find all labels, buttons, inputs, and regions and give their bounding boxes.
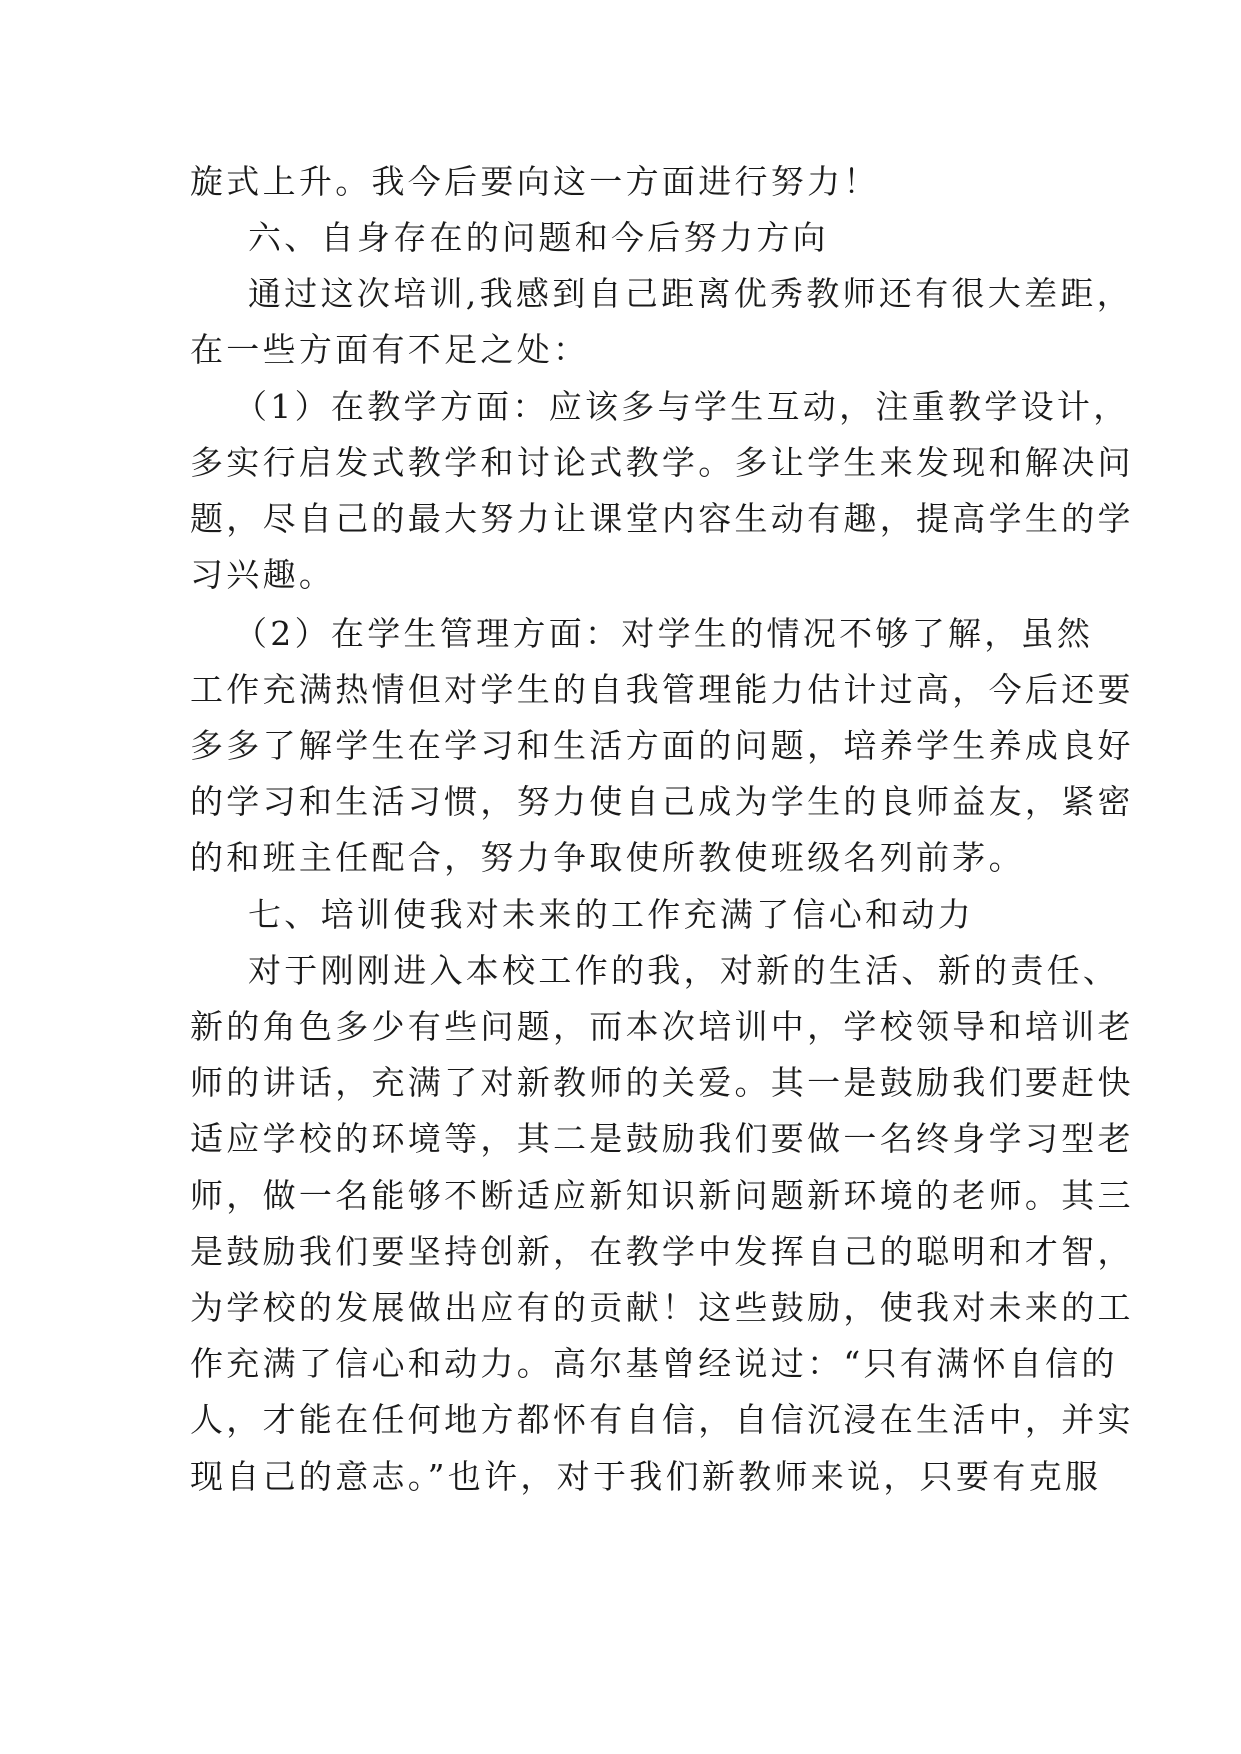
text-line: 现自己的意志。”也许，对于我们新教师来说，只要有克服	[190, 1457, 1102, 1496]
text-line: 多多了解学生在学习和生活方面的问题，培养学生养成良好	[190, 726, 1134, 765]
paragraph-first-line: 对于刚刚进入本校工作的我，对新的生活、新的责任、	[248, 951, 1120, 990]
section-heading: 七、培训使我对未来的工作充满了信心和动力	[248, 895, 974, 934]
text-line: 新的角色多少有些问题，而本次培训中，学校领导和培训老	[190, 1007, 1134, 1046]
text-line: 适应学校的环境等，其二是鼓励我们要做一名终身学习型老	[190, 1119, 1134, 1158]
text-line: 的学习和生活习惯，努力使自己成为学生的良师益友，紧密	[190, 782, 1134, 821]
text-line: 作充满了信心和动力。高尔基曾经说过：“只有满怀自信的	[190, 1344, 1118, 1383]
paragraph-first-line: 通过这次培训,我感到自己距离优秀教师还有很大差距，	[248, 274, 1133, 313]
list-item-first-line: （2）在学生管理方面：对学生的情况不够了解，虽然	[234, 614, 1094, 653]
text-line: 的和班主任配合，努力争取使所教使班级名列前茅。	[190, 838, 1025, 877]
text-line: 为学校的发展做出应有的贡献！这些鼓励，使我对未来的工	[190, 1288, 1134, 1327]
text-line: 题，尽自己的最大努力让课堂内容生动有趣，提高学生的学	[190, 499, 1134, 538]
text-line: 是鼓励我们要坚持创新，在教学中发挥自己的聪明和才智，	[190, 1232, 1134, 1271]
text-line: 工作充满热情但对学生的自我管理能力估计过高，今后还要	[190, 670, 1134, 709]
list-item-first-line: （1）在教学方面：应该多与学生互动，注重教学设计，	[234, 387, 1130, 426]
text-line: 师，做一名能够不断适应新知识新问题新环境的老师。其三	[190, 1176, 1134, 1215]
text-line: 师的讲话，充满了对新教师的关爱。其一是鼓励我们要赶快	[190, 1063, 1134, 1102]
text-line: 习兴趣。	[190, 555, 336, 594]
section-heading: 六、自身存在的问题和今后努力方向	[248, 218, 829, 257]
text-line: 人，才能在任何地方都怀有自信，自信沉浸在生活中，并实	[190, 1400, 1134, 1439]
text-line: 在一些方面有不足之处：	[190, 330, 590, 369]
text-line: 多实行启发式教学和讨论式教学。多让学生来发现和解决问	[190, 443, 1134, 482]
text-line: 旋式上升。我今后要向这一方面进行努力！	[190, 162, 880, 201]
